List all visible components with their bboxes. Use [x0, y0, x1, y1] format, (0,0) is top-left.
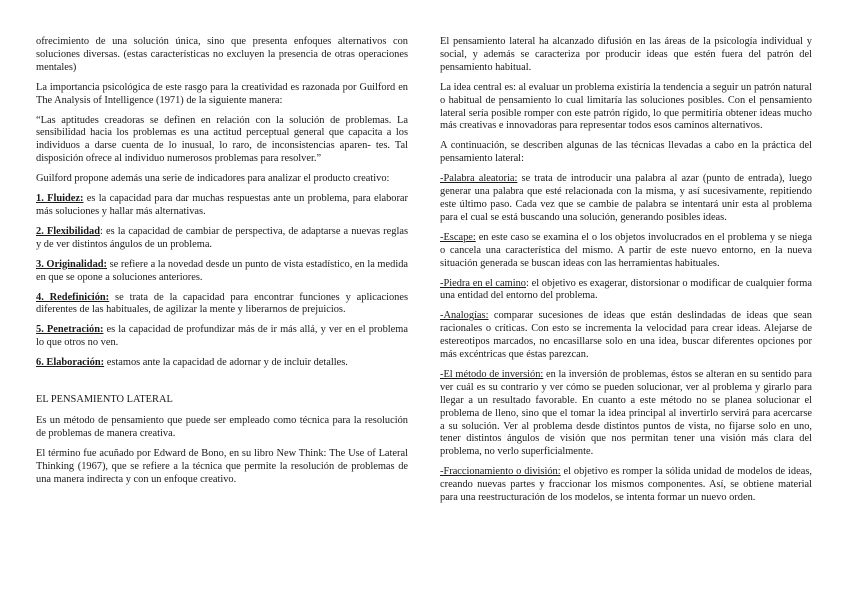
left-column: [36, 36, 408, 493]
guilford-quote: “Las aptitudes creadoras se definen en relación con la solución de problemas. La sensibilidad hacia los problemas es una actitud perceptual general que capacita a los individuos a darse cuenta de lo inusual, lo raro, de inconsistencias aparen- tes. Tal disposición ofrece al individuo numerosos problemas para resolver.”: [36, 114, 408, 165]
indicator-desc: es la capacidad de profundizar más de ir más allá, y ver en el problema lo que otros no ven.: [36, 324, 408, 349]
technique-term: -Piedra en el camino: [440, 277, 527, 289]
techniques-intro: A continuación, se describen algunas de las técnicas llevadas a cabo en la práctica del pensamiento lateral:: [440, 140, 812, 165]
indicator-term: 2. Flexibilidad: [36, 225, 101, 237]
technique-fraccionamiento: [440, 466, 812, 505]
indicator-penetracion: [36, 324, 408, 350]
technique-term: -Escape:: [440, 231, 476, 243]
indicator-originalidad: [36, 259, 408, 285]
indicator-redefinicion: [36, 292, 408, 318]
importance-paragraph: La importancia psicológica de este rasgo para la creatividad es razonada por Guilford en The Analysis of Intelligence (1971) de la siguiente manera:: [36, 81, 408, 106]
technique-desc: en este caso se examina el o los objetos involucrados en el problema y se niega o cancela una característica del mismo. A partir de este nuevo entorno, en la nueva situación generada se buscan ideas con las herramientas habituales.: [440, 231, 812, 269]
guilford-intro: Guilford propone además una serie de indicadores para analizar el producto creativo:: [36, 173, 390, 185]
indicator-term: 3. Originalidad:: [36, 258, 108, 270]
technique-desc: el objetivo es romper la sólida unidad de modelos de ideas, creando nuevas partes y fraccionar los mismos componentes. Así, se obtiene material para una reestructuración de los modelos, se intenta formar un nuevo orden.: [440, 466, 812, 504]
technique-desc: : el objetivo es exagerar, distorsionar o modificar de cualquier forma una entidad del entorno del problema.: [440, 277, 813, 302]
bono-paragraph: El término fue acuñado por Edward de Bono, en su libro New Think: The Use of Lateral Thinking (1967), que se refiere a la técnica que permite la resolución de problemas de una manera indirecta y con un enfoque creativo.: [36, 447, 408, 485]
technique-desc: en la inversión de problemas, éstos se alteran en su sentido para ver cuál es su contrario y ver cómo se pueden solucionar, ver al problema y girarlo para llegar a un resultado favorable. En cuanto a este método no se planea solucionar el problema de lleno, sino que el tomar la idea principal al invertirlo servirá para acercarse a su solución. Ver al problema desde distintos puntos de vista, no fijarse solo en uno, tener distintos ángulos de visión que nos permitan tener una visión más clara del problema, no verlo superficialmente.: [440, 368, 812, 458]
indicator-term: 4. Redefinición:: [36, 291, 110, 303]
right-column: [440, 36, 812, 512]
indicator-fluidez: [36, 193, 408, 219]
indicator-term: 1. Fluidez:: [36, 193, 84, 205]
indicator-term: 6. Elaboración:: [36, 357, 105, 369]
intro-paragraph: ofrecimiento de una solución única, sino que presenta enfoques alternativos con soluciones diversas. (estas características no excluyen la presencia de otras operaciones mentales): [36, 36, 408, 73]
technique-term: -Palabra aleatoria:: [440, 173, 518, 185]
diffusion-paragraph: El pensamiento lateral ha alcanzado difusión en las áreas de la psicología individual y social, y además se caracteriza por producir ideas que estén fuera del patrón del pensamiento habitual.: [440, 36, 812, 73]
central-idea-paragraph: La idea central es: al evaluar un problema existiría la tendencia a seguir un patrón natural o habitual de pensamiento lo cual limitaría las soluciones posibles. Con el pensamiento lateral sería posible romper con este patrón rígido, lo que permitiría obtener ideas mucho más creativas e innovadoras para representar todos esos caminos alternativos.: [440, 81, 812, 132]
technique-escape: [440, 232, 812, 271]
technique-desc: se trata de introducir una palabra al azar (punto de entrada), luego generar una palabra que esté relacionada con la misma, y así sucesivamente, repitiendo este último paso. Cada vez que se cambie de palabra se intentará unir esta al problema para el cual se está buscando una solución, generando posibles ideas.: [440, 173, 812, 223]
definition-paragraph: Es un método de pensamiento que puede ser empleado como técnica para la resolución de problemas de manera creativa.: [36, 414, 408, 439]
technique-desc: comparar sucesiones de ideas que están deslindadas de ideas que sean racionales o críticas. Con esto se incrementa la velocidad para crear ideas. Alejarse de estereotipos marcados, no encasillarse solo en una idea, buscar diferentes opciones por más excéntricas que éstas parezcan.: [440, 310, 812, 361]
indicator-term: 5. Penetración:: [36, 324, 104, 336]
technique-term: -Analogías:: [440, 310, 489, 322]
indicator-desc: se trata de la capacidad para encontrar funciones y aplicaciones diferentes de las habituales, de agilizar la mente y liberarnos de prejuicios.: [36, 291, 409, 316]
indicator-flexibilidad: [36, 226, 408, 252]
technique-palabra-aleatoria: [440, 173, 812, 225]
technique-term: -El método de inversión:: [440, 368, 544, 380]
technique-term: -Fraccionamiento o división:: [440, 466, 561, 478]
indicator-desc: se refiere a la novedad desde un punto de vista estadístico, en la medida en que se opone a soluciones anteriores.: [36, 258, 409, 283]
technique-piedra: [440, 278, 812, 304]
indicator-desc: es la capacidad para dar muchas respuestas ante un problema, para elaborar más soluciones y hallar más alternativas.: [36, 193, 408, 217]
indicator-desc: : es la capacidad de cambiar de perspectiva, de adaptarse a nuevas reglas y de ver distintos ángulos de un problema.: [36, 225, 408, 250]
indicator-desc: estamos ante la capacidad de adornar y de incluir detalles.: [104, 357, 348, 369]
technique-inversion: [440, 369, 812, 459]
technique-analogias: [440, 310, 812, 362]
section-heading: EL PENSAMIENTO LATERAL: [36, 394, 173, 406]
indicator-elaboracion: [36, 357, 408, 370]
